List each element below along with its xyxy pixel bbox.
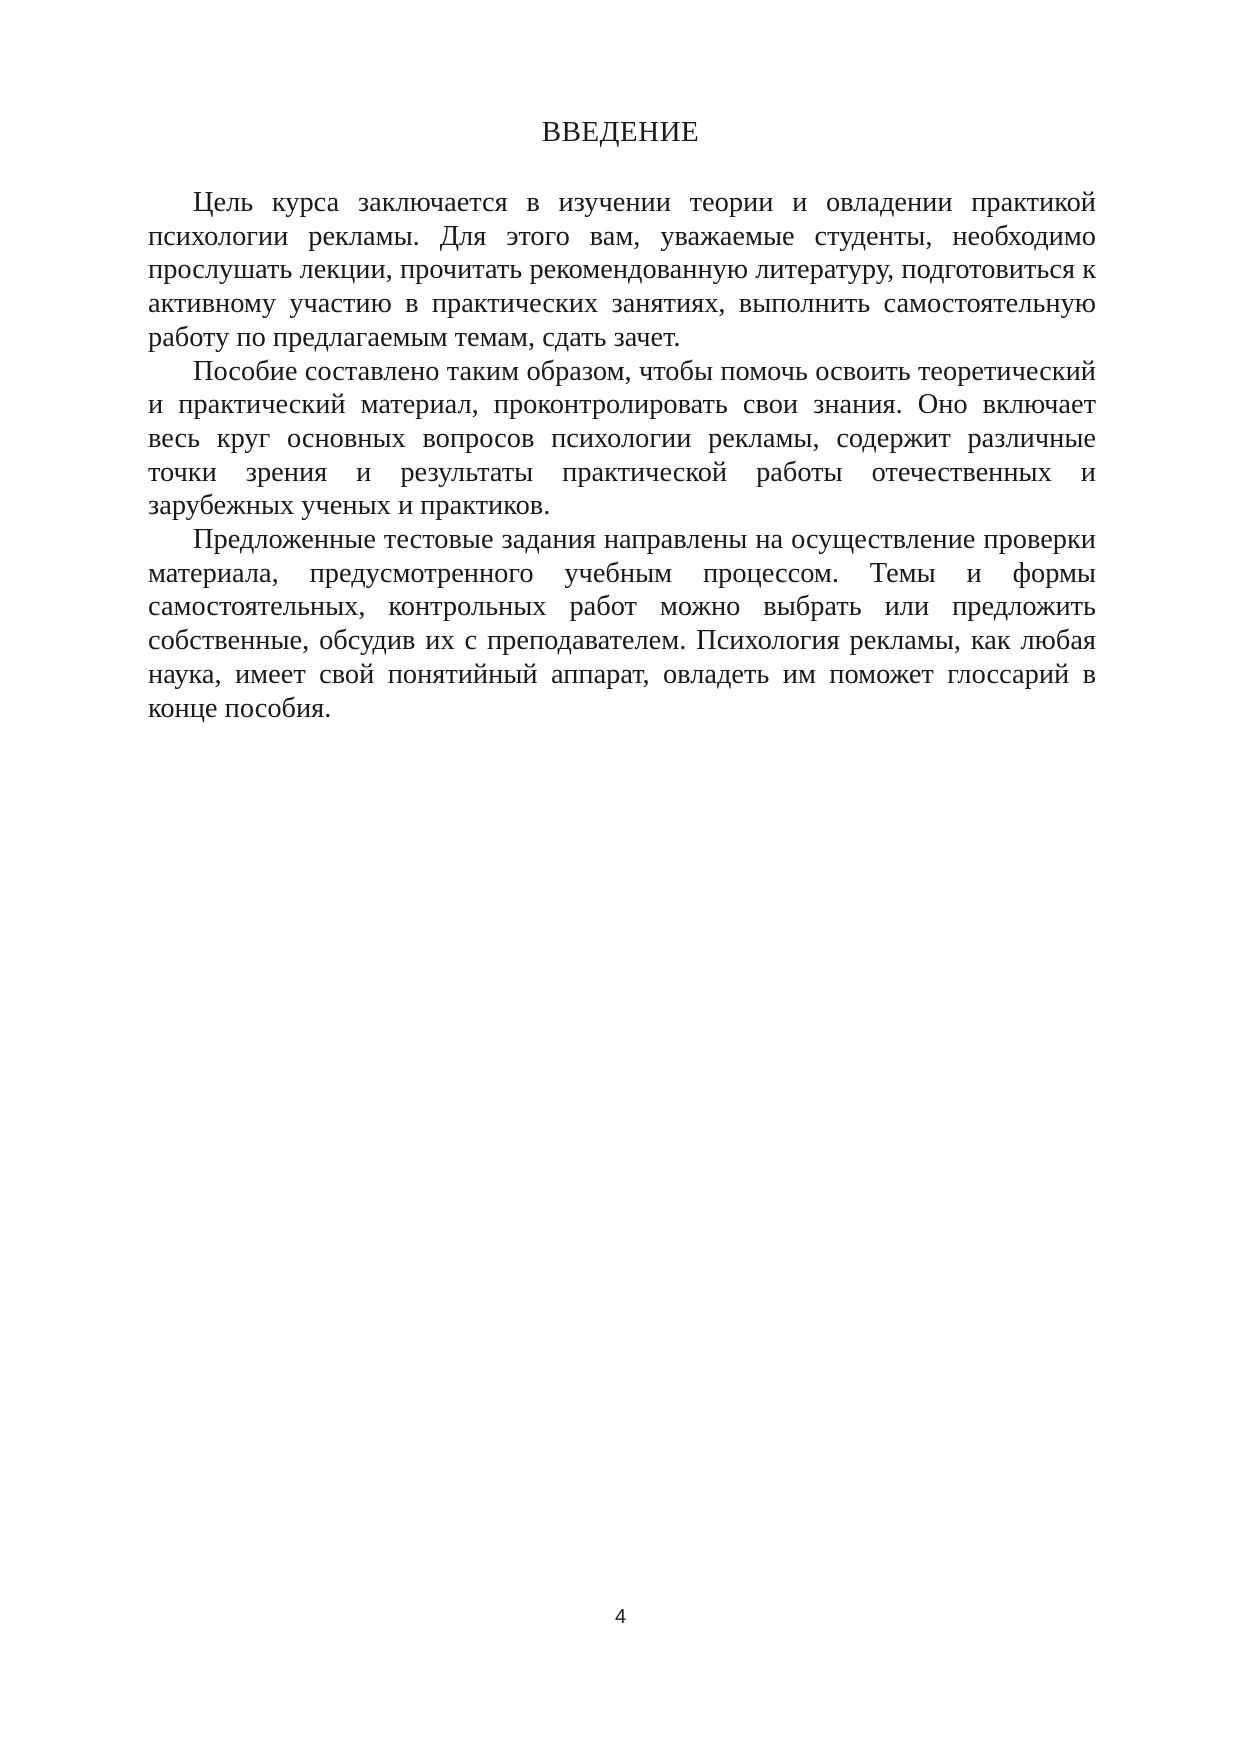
paragraph-2: Пособие составлено таким образом, чтобы помочь освоить теоретический и практический материал, проконтролировать свои знания. Оно включает весь круг основных вопросов психологии рекламы, содержит различные точки зрения и результаты практической работы отечественных и зарубежных ученых и практиков. [148,355,1096,522]
page-title: ВВЕДЕНИЕ [541,116,700,148]
paragraph-3: Предложенные тестовые задания направлены на осуществление проверки материала, предусмотренного учебным процессом. Темы и формы самостоятельных, контрольных работ можно выбрать или предложить собственные, обсудив их с преподавателем. Психология рекламы, как любая наука, имеет свой понятийный аппарат, овладеть им поможет глоссарий в конце пособия. [148,524,1096,724]
page-number: 4 [614,1606,627,1628]
body-text [148,186,1096,725]
paragraph-1: Цель курса заключается в изучении теории и овладении практикой психологии рекламы. Для этого вам, уважаемые студенты, необходимо прослушать лекции, прочитать рекомендованную литературу, подготовиться к активному участию в практических занятиях, выполнить самостоятельную работу по предлагаемым темам, сдать зачет. [148,187,1096,353]
